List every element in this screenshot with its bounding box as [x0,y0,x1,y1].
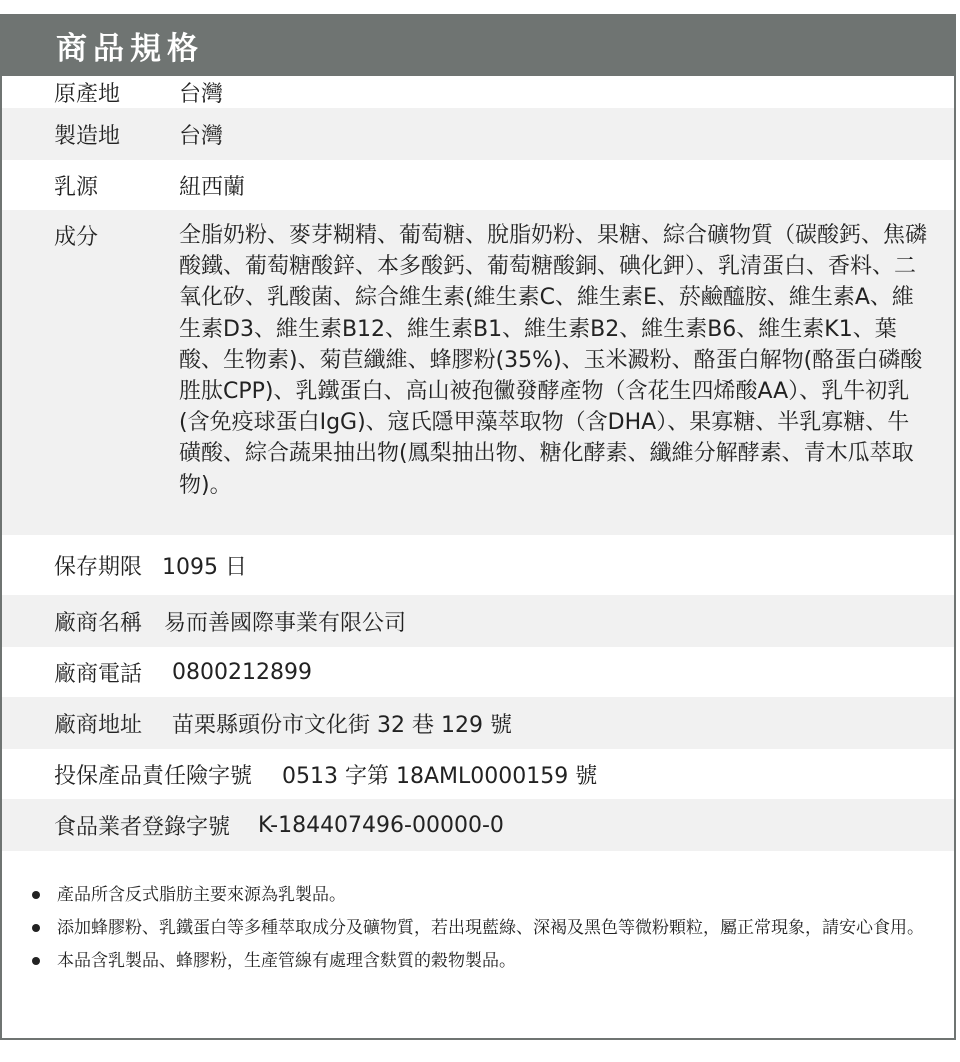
spec-value: 1095 日 [162,554,247,580]
note-text: 本品含乳製品、蜂膠粉，生產管線有處理含麩質的穀物製品。 [57,951,516,971]
spec-row-made-in [2,108,954,160]
bullet-icon [32,957,40,965]
page-title: 商品規格 [56,30,204,67]
ingredients-text: 全脂奶粉、麥芽糊精、葡萄糖、脫脂奶粉、果糖、綜合礦物質（碳酸鈣、焦磷酸鐵、葡萄糖酸鋅、本多酸鈣、葡萄糖酸銅、碘化鉀）、乳清蛋白、香料、二氧化矽、乳酸菌、綜合維生素(維生素C、維生素E、菸鹼醯胺、維生素A、維生素D3、維生素B12、維生素B1、維生素B2、維生素B6、維生素K1、葉酸、生物素)、菊苣纖維、蜂膠粉(35%)、玉米澱粉、酪蛋白解物(酪蛋白磷酸胜肽CPP)、乳鐵蛋白、高山被孢黴發酵產物（含花生四烯酸AA）、乳牛初乳(含免疫球蛋白IgG)、寇氏隱甲藻萃取物（含DHA）、果寡糖、半乳寡糖、牛磺酸、綜合蔬果抽出物(鳳梨抽出物、糖化酵素、纖維分解酵素、青木瓜萃取物)。 [179,223,928,498]
note-text: 產品所含反式脂肪主要來源為乳製品。 [57,885,346,905]
spec-row-maker-phone [2,647,954,697]
spec-value: 台灣 [179,81,224,107]
notes-list [2,851,954,978]
spec-label: 投保產品責任險字號 [54,763,253,789]
spec-label: 保存期限 [54,554,143,580]
list-item [32,912,954,945]
spec-row-maker-address [2,697,954,749]
note-text: 添加蜂膠粉、乳鐵蛋白等多種萃取成分及礦物質，若出現藍綠、深褐及黑色等微粉顆粒，屬正常現象，請安心食用。 [57,918,924,938]
spec-row-origin [2,76,954,108]
list-item [32,945,954,978]
spec-value: 紐西蘭 [179,174,246,200]
spec-row-maker-name [2,595,954,647]
spec-row-insurance [2,749,954,799]
spec-label: 食品業者登錄字號 [54,814,231,840]
spec-label: 廠商電話 [54,661,143,687]
spec-label: 廠商名稱 [54,610,143,636]
spec-row-milk-source [2,160,954,210]
spec-row-shelf-life [2,535,954,595]
bullet-icon [32,924,40,932]
spec-row-ingredients [2,210,954,535]
spec-label: 成分 [54,225,99,250]
spec-row-food-registration [2,799,954,851]
bullet-icon [32,891,40,899]
spec-value: 苗栗縣頭份市文化街 32 巷 129 號 [172,712,512,738]
spec-label: 製造地 [54,123,121,149]
spec-value: K-184407496-00000-0 [258,812,504,838]
spec-value: 0513 字第 18AML0000159 號 [282,763,598,789]
spec-label: 廠商地址 [54,712,143,738]
spec-value: 0800212899 [172,659,312,685]
spec-panel [0,14,956,1040]
list-item [32,879,954,912]
spec-header [2,14,954,76]
spec-value: 易而善國際事業有限公司 [164,610,407,636]
spec-label: 原產地 [54,81,121,107]
spec-label: 乳源 [54,174,99,200]
spec-value: 台灣 [179,123,224,149]
